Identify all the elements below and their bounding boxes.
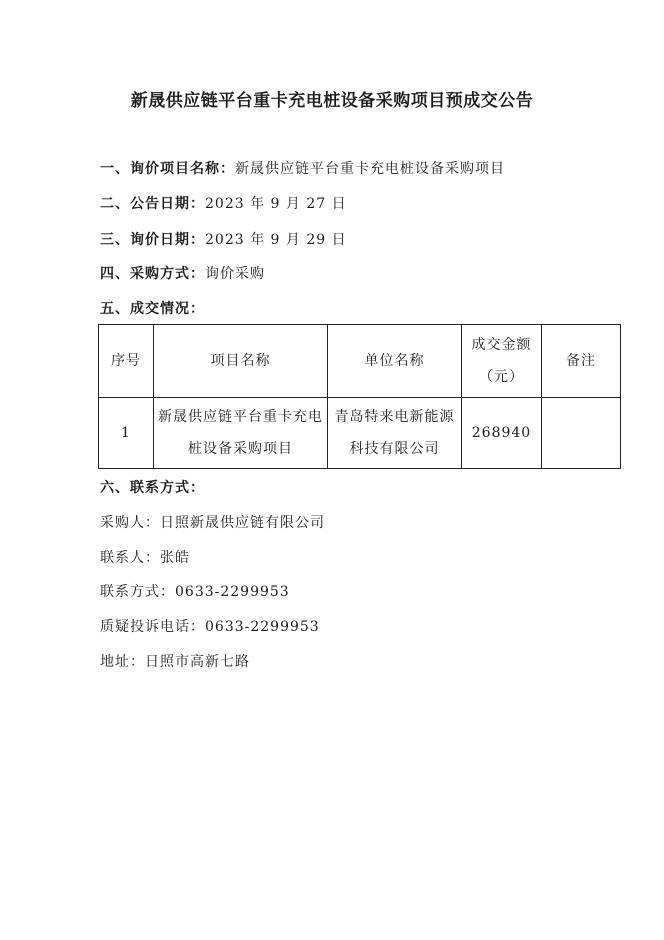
inquiry-date-label: 三、询价日期： xyxy=(100,232,205,248)
row-cell-company: 青岛特来电新能源科技有限公司 xyxy=(328,398,462,469)
inquiry-project-label: 一、询价项目名称： xyxy=(100,161,235,177)
announce-date-line xyxy=(100,193,347,213)
purchaser-line: 采购人：日照新晟供应链有限公司 xyxy=(100,515,325,531)
contact-person-line: 联系人：张皓 xyxy=(100,550,190,566)
contact-heading-label: 六、联系方式： xyxy=(100,480,205,496)
page-title: 新晟供应链平台重卡充电桩设备采购项目预成交公告 xyxy=(130,91,534,111)
method-label: 四、采购方式： xyxy=(100,266,205,282)
contact-phone-line: 联系方式：0633-2299953 xyxy=(100,584,290,600)
row-cell-remark xyxy=(542,398,621,469)
header-cell-amount: 成交金额（元） xyxy=(462,325,542,398)
result-table xyxy=(98,324,621,469)
row-cell-project: 新晟供应链平台重卡充电桩设备采购项目 xyxy=(154,398,328,469)
method-line xyxy=(100,263,265,283)
result-heading-label: 五、成交情况： xyxy=(100,301,205,317)
table-row xyxy=(99,398,621,469)
inquiry-project-value: 新晟供应链平台重卡充电桩设备采购项目 xyxy=(235,161,505,177)
header-cell-company: 单位名称 xyxy=(328,325,462,398)
inquiry-date-value: 2023 年 9 月 29 日 xyxy=(205,232,347,248)
header-cell-project: 项目名称 xyxy=(154,325,328,398)
table-header-row xyxy=(99,325,621,398)
address-line: 地址：日照市高新七路 xyxy=(100,654,250,670)
header-cell-remark: 备注 xyxy=(542,325,621,398)
row-cell-amount: 268940 xyxy=(462,398,542,469)
result-heading xyxy=(100,298,205,318)
announce-date-label: 二、公告日期： xyxy=(100,196,205,212)
header-cell-index: 序号 xyxy=(99,325,154,398)
inquiry-date-line xyxy=(100,229,347,249)
complaint-phone-line: 质疑投诉电话：0633-2299953 xyxy=(100,619,320,635)
method-value: 询价采购 xyxy=(205,266,265,282)
row-cell-index: 1 xyxy=(99,398,154,469)
contact-heading xyxy=(100,477,205,497)
inquiry-project-line xyxy=(100,158,505,178)
announce-date-value: 2023 年 9 月 27 日 xyxy=(205,196,347,212)
